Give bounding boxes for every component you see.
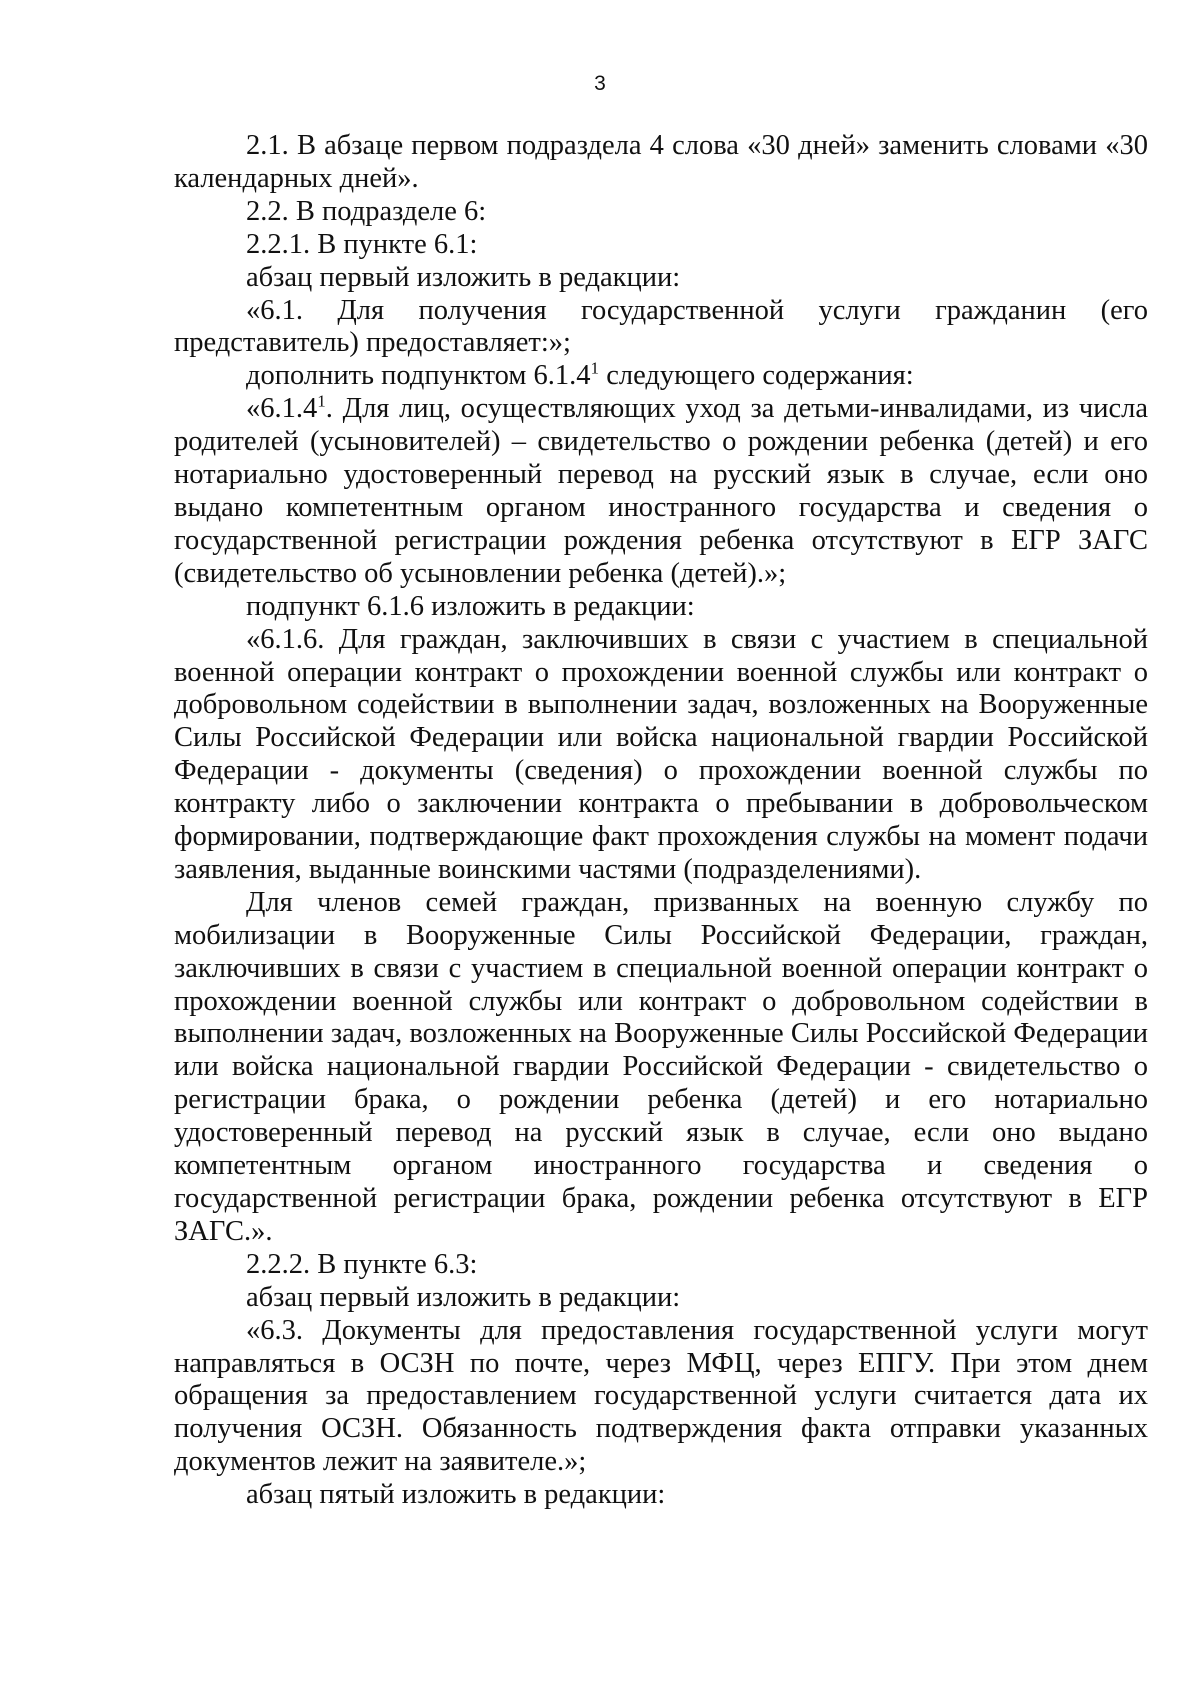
paragraph-instruction-6-1-6: подпункт 6.1.6 изложить в редакции: (246, 590, 695, 622)
paragraph-add-6-1-4-1: дополнить подпунктом 6.1.4$^1$ следующего содержания: (246, 358, 914, 392)
paragraph-6-1-4-1: «6.1.4$^1$. Для лиц, осуществляющих уход за детьми-инвалидами, из числа родителей (усыновителей) – свидетельство о рождении ребенка (детей) и его нотариально удостоверенный перевод на русский язык в случае, если оно выдано компетентным органом иностранного государства и сведения о государственной регистрации рождения ребенка отсутствуют в ЕГР ЗАГС (свидетельство об усыновлении ребенка (детей).»; (174, 391, 1148, 589)
paragraph-instruction-first-abzac-2: абзац первый изложить в редакции: (246, 1281, 681, 1313)
paragraph-2-1: 2.1. В абзаце первом подраздела 4 слова «30 дней» заменить словами «30 календарных дней». (174, 130, 1148, 194)
paragraph-family-members: Для членов семей граждан, призванных на военную службу по мобилизации в Вооруженные Силы Российской Федерации, граждан, заключивших в связи с участием в специальной военной операции контракт о прохождении военной службы или контракт о добровольном содействии в выполнении задач, возложенных на Вооруженные Силы Российской Федерации или войска национальной гвардии Российской Федерации - свидетельство о регистрации брака, о рождении ребенка (детей) и его нотариально удостоверенный перевод на русский язык в случае, если оно выдано компетентным органом иностранного государства и сведения о государственной регистрации брака, рождении ребенка отсутствуют в ЕГР ЗАГС.». (174, 886, 1148, 1247)
paragraph-2-2: 2.2. В подразделе 6: (246, 195, 487, 227)
paragraph-instruction-fifth-abzac: абзац пятый изложить в редакции: (246, 1479, 666, 1511)
paragraph-6-1-6: «6.1.6. Для граждан, заключивших в связи с участием в специальной военной операции контракт о прохождении военной службы или контракт о добровольном содействии в выполнении задач, возложенных на Вооруженные Силы Российской Федерации или войска национальной гвардии Российской Федерации - документы (сведения) о прохождении военной службы по контракту либо о заключении контракта о пребывании в добровольческом формировании, подтверждающие факт прохождения службы на момент подачи заявления, выданные воинскими частями (подразделениями). (174, 623, 1148, 885)
page-number: 3 (594, 72, 606, 95)
paragraph-2-2-2: 2.2.2. В пункте 6.3: (246, 1248, 478, 1280)
paragraph-6-1: «6.1. Для получения государственной услуги гражданин (его представитель) предоставляет:»; (174, 294, 1148, 359)
paragraph-2-2-1: 2.2.1. В пункте 6.1: (246, 228, 478, 260)
paragraph-instruction-first-abzac: абзац первый изложить в редакции: (246, 261, 681, 293)
document-body (174, 130, 1148, 1512)
paragraph-6-3: «6.3. Документы для предоставления государственной услуги могут направляться в ОСЗН по почте, через МФЦ, через ЕПГУ. При этом днем обращения за предоставлением государственной услуги считается дата их получения ОСЗН. Обязанность подтверждения факта отправки указанных документов лежит на заявителе.»; (174, 1314, 1148, 1478)
